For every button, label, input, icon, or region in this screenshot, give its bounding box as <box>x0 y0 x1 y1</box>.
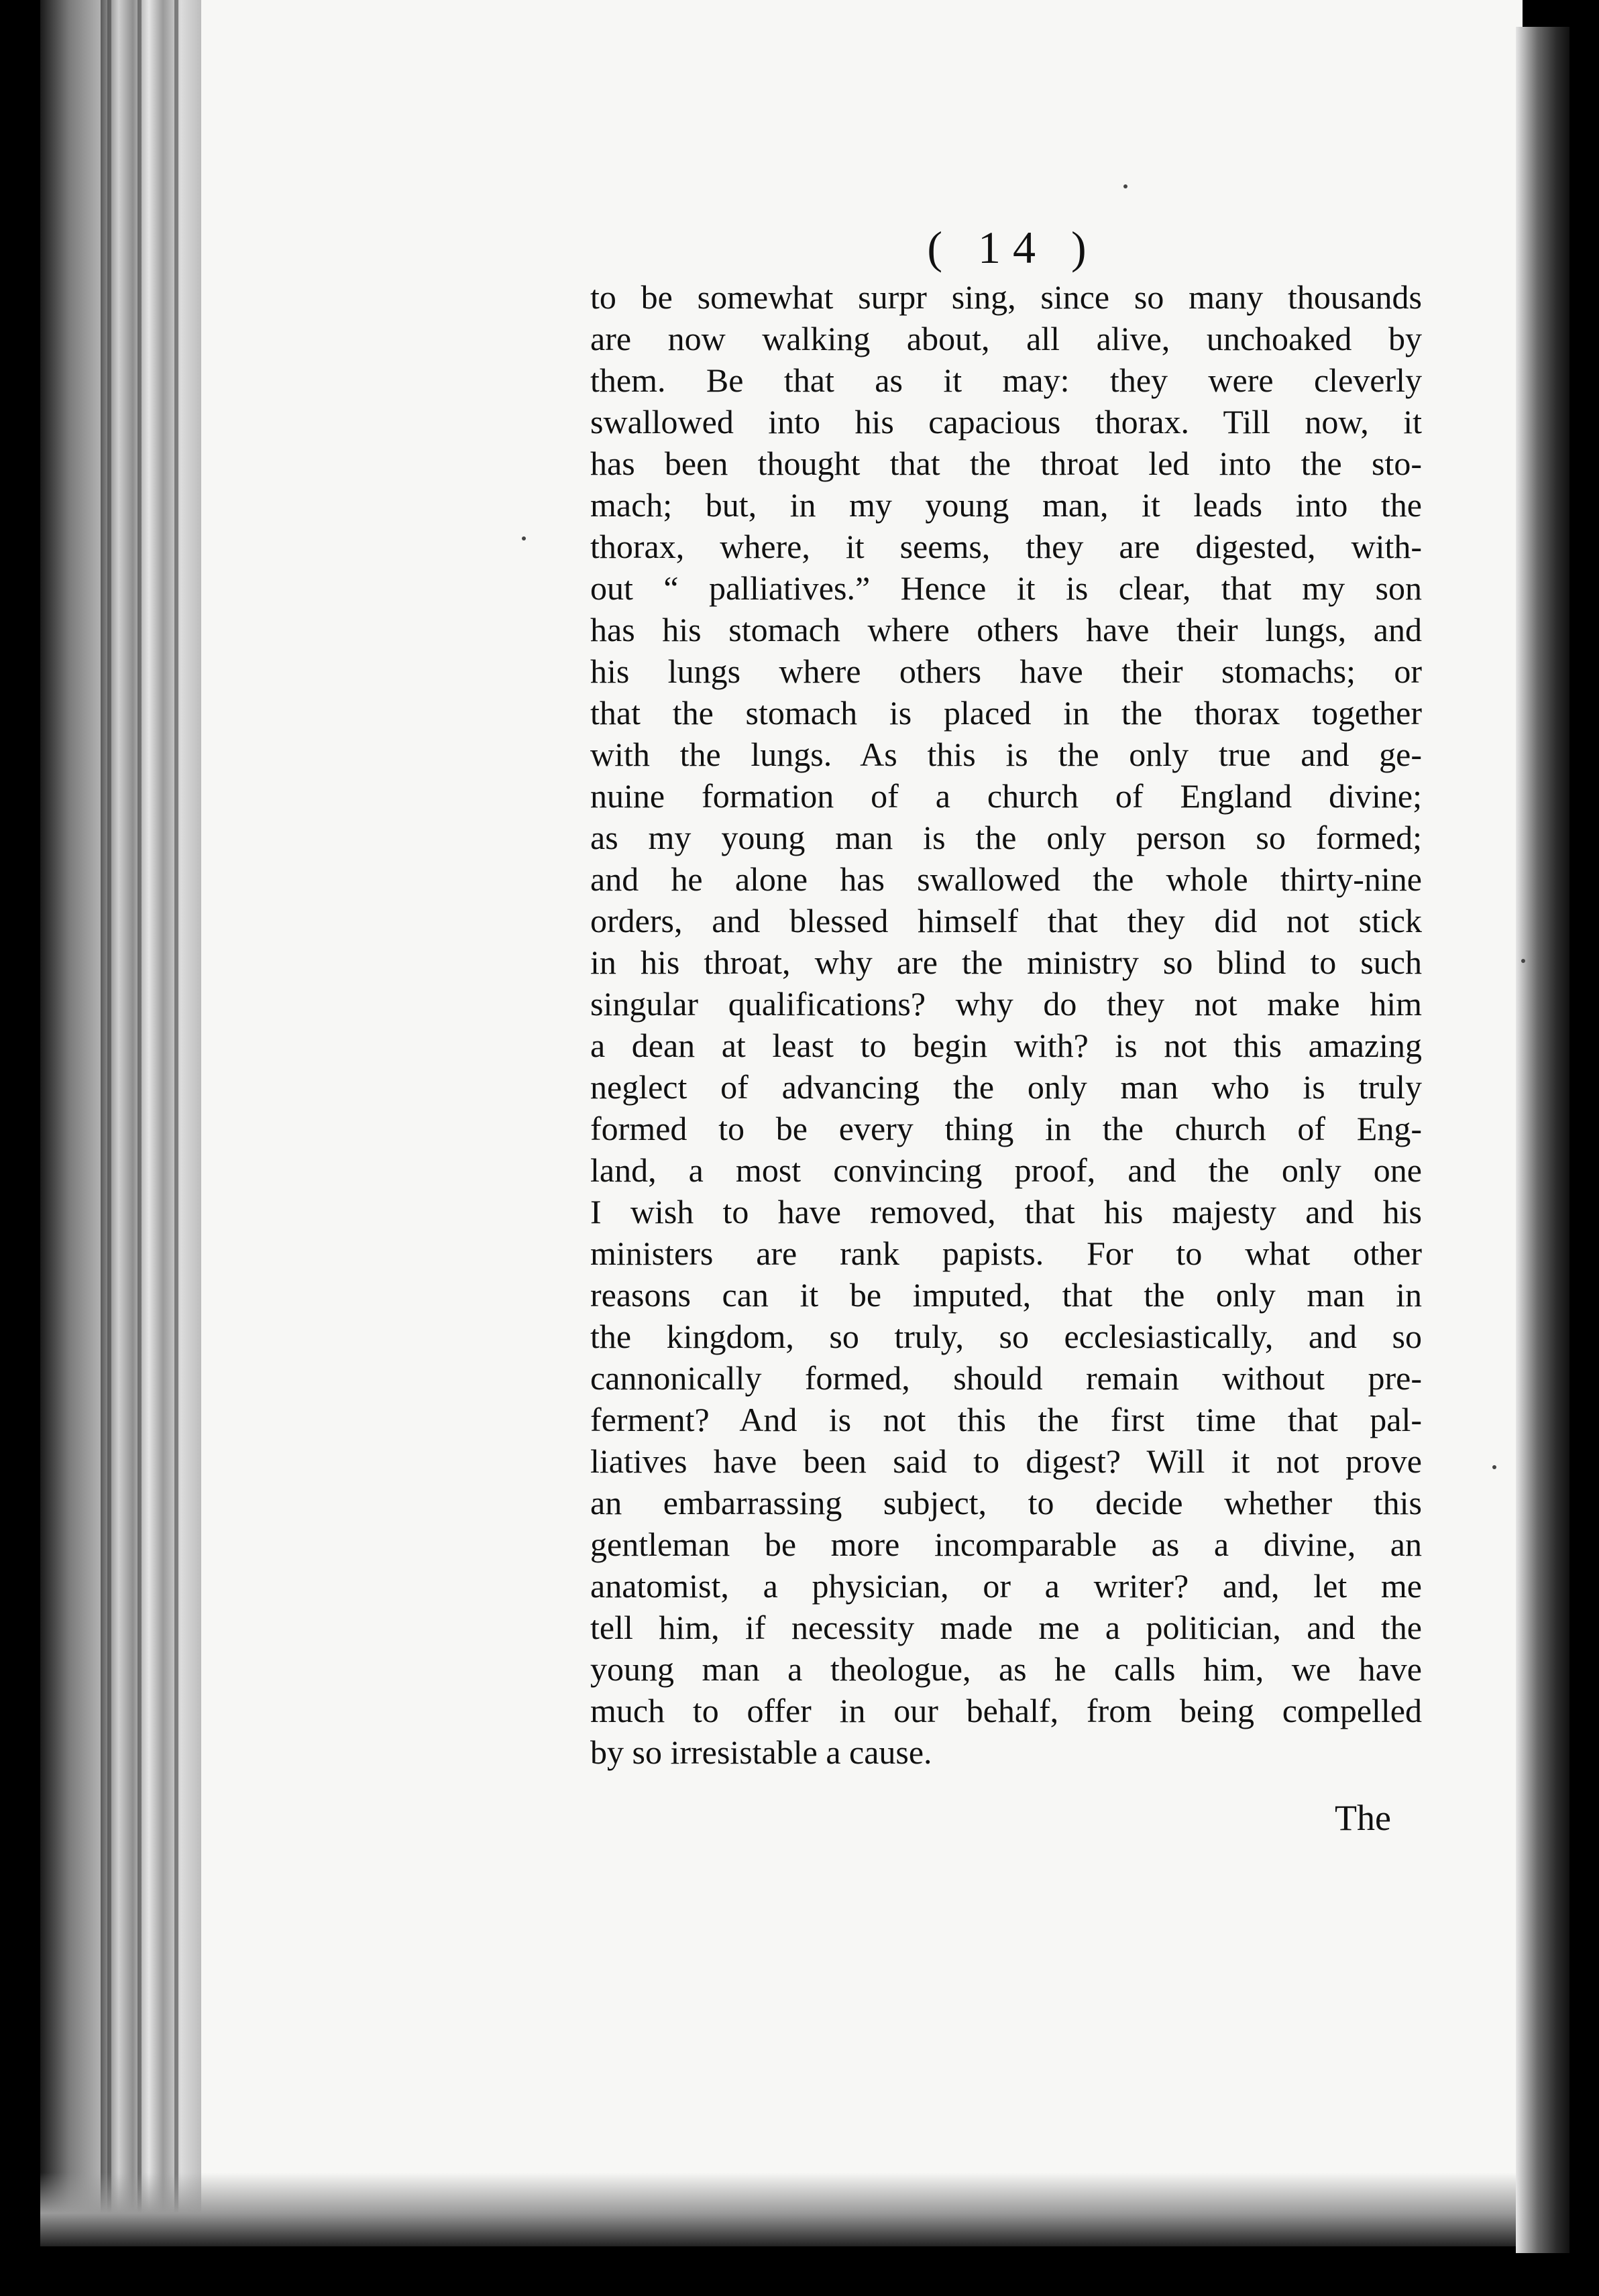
page-number: ( 14 ) <box>927 222 1099 273</box>
text-line: anatomist, a physician, or a writer? and, let me <box>590 1567 1422 1605</box>
text-line: ministers are rank papists. For to what other <box>590 1235 1422 1272</box>
text-line: cannonically formed, should remain without pre- <box>590 1359 1422 1397</box>
text-line: I wish to have removed, that his majesty and his <box>590 1193 1422 1230</box>
text-line: singular qualifications? why do they not make him <box>590 985 1422 1023</box>
text-line: orders, and blessed himself that they did not stick <box>590 902 1422 939</box>
text-line: are now walking about, all alive, unchoaked by <box>590 320 1422 357</box>
text-line: young man a theologue, as he calls him, we have <box>590 1650 1422 1688</box>
text-line: by so irresistable a cause. <box>590 1733 932 1771</box>
text-line: that the stomach is placed in the thorax together <box>590 694 1422 732</box>
text-line: his lungs where others have their stomachs; or <box>590 652 1422 690</box>
body-text <box>590 276 1422 1773</box>
text-line: has been thought that the throat led into the sto- <box>590 445 1422 482</box>
paper-speck <box>1521 959 1525 963</box>
text-line: gentleman be more incomparable as a divine, an <box>590 1526 1422 1563</box>
text-line: ferment? And is not this the first time that pal- <box>590 1401 1422 1438</box>
book-binding <box>101 0 201 2220</box>
paper-speck <box>1492 1465 1496 1469</box>
text-line: in his throat, why are the ministry so blind to such <box>590 943 1422 981</box>
left-page-fold <box>40 0 104 2233</box>
binding-line <box>107 0 111 2220</box>
text-line: tell him, if necessity made me a politician, and the <box>590 1609 1422 1646</box>
text-line: reasons can it be imputed, that the only man in <box>590 1276 1422 1314</box>
text-line: nuine formation of a church of England divine; <box>590 777 1422 815</box>
text-line: a dean at least to begin with? is not this amazing <box>590 1027 1422 1064</box>
text-line: and he alone has swallowed the whole thirty-nine <box>590 860 1422 898</box>
bottom-page-shadow <box>40 2173 1516 2246</box>
text-line: out “ palliatives.” Hence it is clear, that my son <box>590 569 1422 607</box>
text-line: with the lungs. As this is the only true and ge- <box>590 736 1422 773</box>
text-line: formed to be every thing in the church of Eng- <box>590 1110 1422 1147</box>
catchword: The <box>1335 1798 1391 1838</box>
text-line: liatives have been said to digest? Will it not prove <box>590 1442 1422 1480</box>
text-line: land, a most convincing proof, and the only one <box>590 1151 1422 1189</box>
binding-line <box>174 0 178 2220</box>
text-line: mach; but, in my young man, it leads into the <box>590 486 1422 524</box>
text-line: an embarrassing subject, to decide whether this <box>590 1484 1422 1522</box>
text-line: thorax, where, it seems, they are digested, with- <box>590 528 1422 565</box>
text-line: them. Be that as it may: they were cleverly <box>590 361 1422 399</box>
text-line: swallowed into his capacious thorax. Till now, it <box>590 403 1422 441</box>
right-page-edge <box>1516 27 1569 2253</box>
paper-speck <box>1123 184 1127 188</box>
paper-speck <box>522 536 526 540</box>
text-line: as my young man is the only person so formed; <box>590 819 1422 856</box>
text-line: much to offer in our behalf, from being compelled <box>590 1692 1422 1729</box>
text-line: to be somewhat surpr sing, since so many thousands <box>590 278 1422 316</box>
text-line: neglect of advancing the only man who is truly <box>590 1068 1422 1106</box>
text-line: the kingdom, so truly, so ecclesiastically, and so <box>590 1318 1422 1355</box>
text-line: has his stomach where others have their lungs, and <box>590 611 1422 648</box>
binding-line <box>137 0 142 2220</box>
